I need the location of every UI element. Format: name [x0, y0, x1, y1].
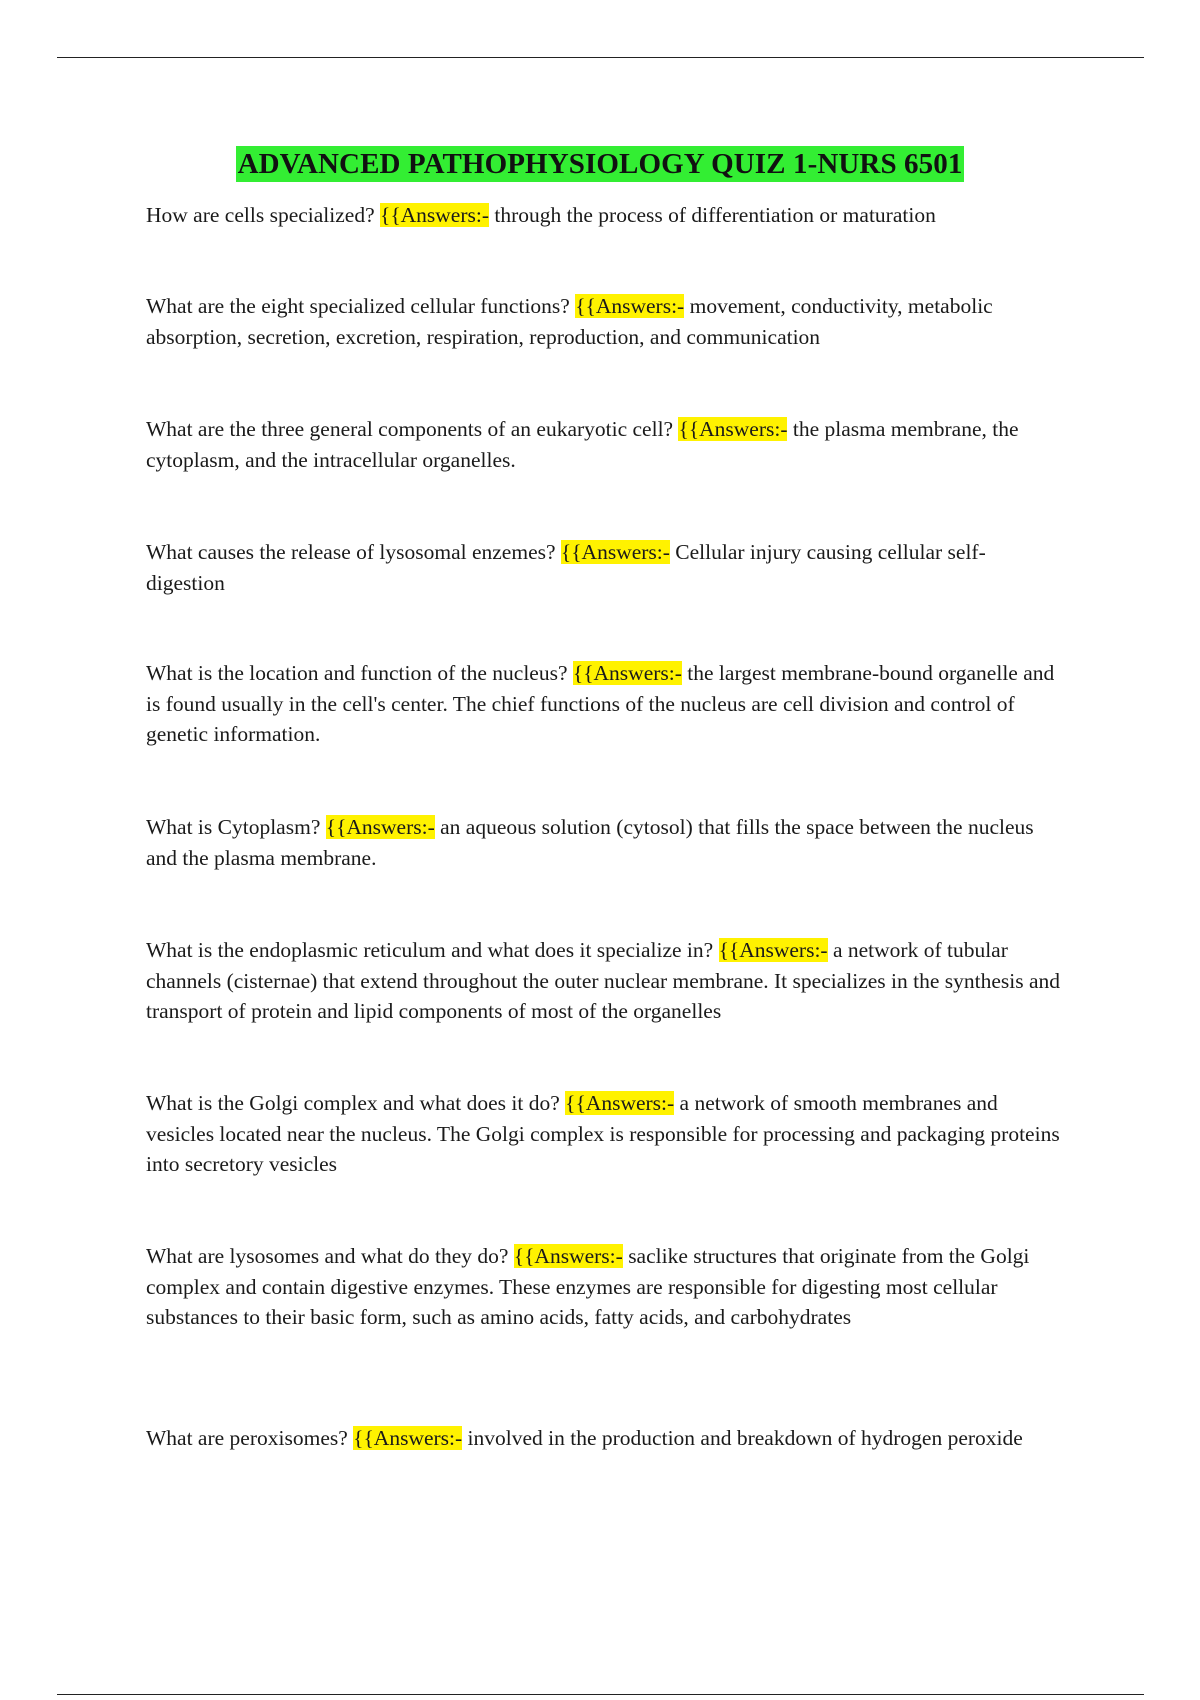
answer-marker: {{Answers:- — [560, 540, 670, 564]
answer-text: a network of smooth membranes and vesicles located near the nucleus. The Golgi complex is responsible for processing and packaging proteins into secretory vesicles — [146, 1091, 1060, 1176]
answer-text: saclike structures that originate from the Golgi complex and contain digestive enzymes. These enzymes are responsible for digesting most cellular substances to their basic form, such as amino acids, fatty acids, and carbohydrates — [146, 1244, 1030, 1329]
title-block — [0, 146, 1200, 182]
question-text: What is the Golgi complex and what does it do? — [146, 1091, 560, 1115]
answer-text: a network of tubular channels (cisternae) that extend throughout the outer nuclear membrane. It specializes in the synthesis and transport of protein and lipid components of most of the organelles — [146, 938, 1061, 1023]
question-text: What is the location and function of the nucleus? — [146, 661, 568, 685]
qa-item — [146, 658, 1061, 750]
qa-item — [146, 812, 1061, 873]
answer-marker: {{Answers:- — [380, 203, 490, 227]
question-text: What causes the release of lysosomal enzemes? — [146, 540, 556, 564]
question-text: What are the eight specialized cellular functions? — [146, 294, 570, 318]
answer-marker: {{Answers:- — [572, 661, 682, 685]
header-rule — [57, 57, 1144, 58]
qa-item — [146, 291, 1061, 352]
question-text: What is Cytoplasm? — [146, 815, 321, 839]
answer-text: an aqueous solution (cytosol) that fills the space between the nucleus and the plasma membrane. — [146, 815, 1034, 870]
question-text: How are cells specialized? — [146, 203, 375, 227]
qa-item — [146, 414, 1061, 475]
answer-marker: {{Answers:- — [513, 1244, 623, 1268]
question-text: What are peroxisomes? — [146, 1426, 348, 1450]
qa-item — [146, 935, 1061, 1027]
answer-text: involved in the production and breakdown of hydrogen peroxide — [467, 1426, 1023, 1450]
question-text: What is the endoplasmic reticulum and what does it specialize in? — [146, 938, 714, 962]
qa-item — [146, 1088, 1061, 1180]
qa-item — [146, 1241, 1061, 1333]
document-title: ADVANCED PATHOPHYSIOLOGY QUIZ 1-NURS 6501 — [237, 148, 963, 180]
answer-marker: {{Answers:- — [678, 417, 788, 441]
answer-marker: {{Answers:- — [325, 815, 435, 839]
qa-item — [146, 537, 1061, 598]
footer-rule — [57, 1694, 1144, 1695]
answer-text: movement, conductivity, metabolic absorption, secretion, excretion, respiration, reproduction, and communication — [146, 294, 993, 349]
question-text: What are the three general components of an eukaryotic cell? — [146, 417, 674, 441]
qa-item — [146, 1423, 1061, 1454]
answer-text: Cellular injury causing cellular self-digestion — [146, 540, 986, 595]
answer-text: through the process of differentiation or maturation — [494, 203, 936, 227]
question-text: What are lysosomes and what do they do? — [146, 1244, 509, 1268]
answer-marker: {{Answers:- — [353, 1426, 463, 1450]
answer-marker: {{Answers:- — [565, 1091, 675, 1115]
answer-marker: {{Answers:- — [718, 938, 828, 962]
answer-marker: {{Answers:- — [575, 294, 685, 318]
answer-text: the plasma membrane, the cytoplasm, and the intracellular organelles. — [146, 417, 1019, 472]
answer-text: the largest membrane-bound organelle and is found usually in the cell's center. The chief functions of the nucleus are cell division and control of genetic information. — [146, 661, 1055, 746]
qa-item — [146, 200, 1061, 231]
